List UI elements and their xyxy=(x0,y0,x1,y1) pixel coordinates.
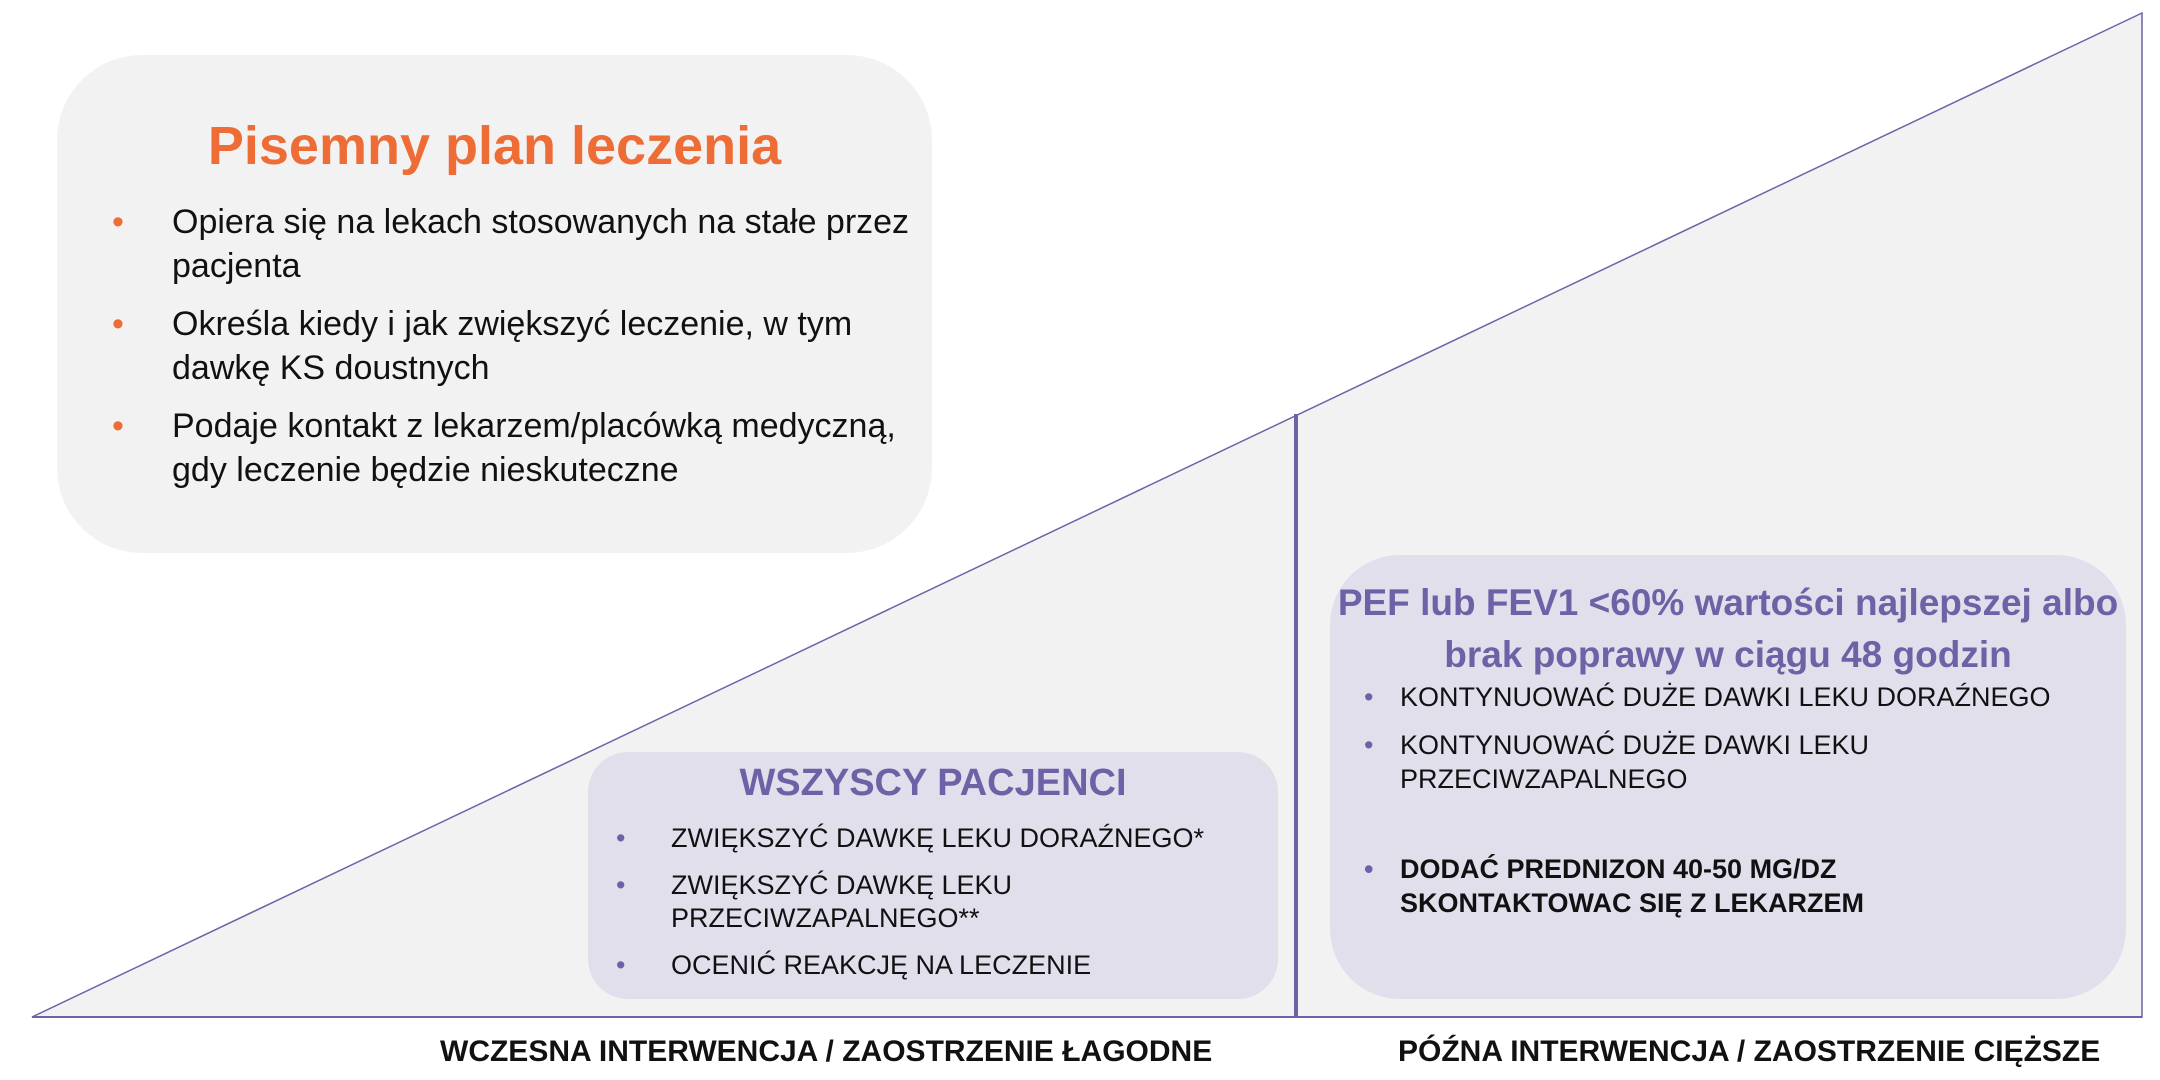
bullet-icon: • xyxy=(1364,854,1374,884)
late-intervention-label: PÓŹNA INTERWENCJA / ZAOSTRZENIE CIĘŻSZE xyxy=(1398,1035,2101,1068)
list-item: • Podaje kontakt z lekarzem/placówką medyczną, gdy leczenie będzie nieskuteczne xyxy=(172,404,917,492)
late-intervention-title: PEF lub FEV1 <60% wartości najlepszej albo brak poprawy w ciągu 48 godzin xyxy=(1337,582,2119,675)
bullet-icon: • xyxy=(616,870,626,900)
list-item: • ZWIĘKSZYĆ DAWKĘ LEKU DORAŹNEGO* xyxy=(616,823,1205,853)
list-item-emphasis: • DODAĆ PREDNIZON 40-50 MG/DZ SKONTAKTOWAC SIĘ Z LEKARZEM xyxy=(1364,854,1864,918)
list-item: • KONTYNUOWAĆ DUŻE DAWKI LEKU PRZECIWZAPALNEGO xyxy=(1364,730,1870,794)
written-plan-box xyxy=(57,55,932,553)
written-plan-title: Pisemny plan leczenia xyxy=(207,116,782,176)
late-intervention-list xyxy=(1364,680,2110,934)
list-item: • Określa kiedy i jak zwiększyć leczenie, w tym dawkę KS doustnych xyxy=(172,302,917,390)
list-item: • Opiera się na lekach stosowanych na stałe przez pacjenta xyxy=(172,200,917,288)
bullet-icon: • xyxy=(1364,682,1374,712)
list-item: • OCENIĆ REAKCJĘ NA LECZENIE xyxy=(616,950,1092,980)
bullet-icon: • xyxy=(112,407,124,445)
bullet-icon: • xyxy=(112,203,124,241)
list-item: • KONTYNUOWAĆ DUŻE DAWKI LEKU DORAŹNEGO xyxy=(1364,682,2051,712)
bullet-icon: • xyxy=(616,823,626,853)
written-plan-list xyxy=(112,200,917,506)
late-intervention-box xyxy=(1330,555,2126,999)
bullet-icon: • xyxy=(616,950,626,980)
bullet-icon: • xyxy=(112,305,124,343)
all-patients-title: WSZYSCY PACJENCI xyxy=(739,762,1127,804)
all-patients-box xyxy=(588,752,1278,999)
all-patients-list xyxy=(616,822,1261,996)
list-item: • ZWIĘKSZYĆ DAWKĘ LEKU PRZECIWZAPALNEGO** xyxy=(616,870,1013,933)
bullet-icon: • xyxy=(1364,730,1374,760)
early-intervention-label: WCZESNA INTERWENCJA / ZAOSTRZENIE ŁAGODNE xyxy=(440,1035,1213,1068)
